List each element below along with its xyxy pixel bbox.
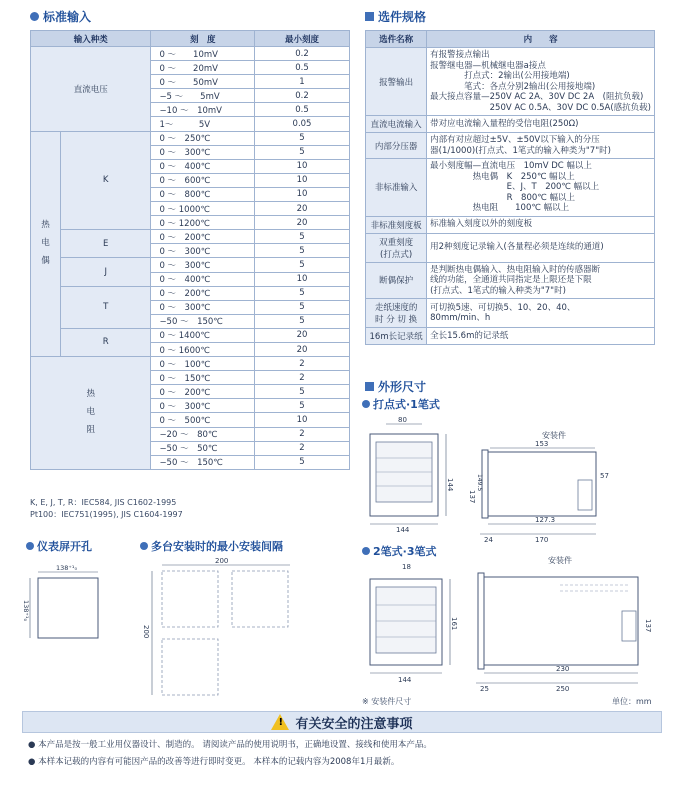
- table-row: [31, 230, 350, 244]
- tc-type-label: J: [61, 258, 151, 286]
- header-scale: 刻 度: [151, 31, 255, 47]
- table-cell: 0 ～ 300℃: [151, 145, 255, 159]
- table-cell: 20: [255, 328, 350, 342]
- table-row: [366, 216, 655, 233]
- dimension-drawing-1: [360, 410, 660, 545]
- bullet-icon: [30, 12, 39, 21]
- table-cell: 5: [255, 131, 350, 145]
- table-cell: 0 ～ 300℃: [151, 399, 255, 413]
- table-cell: 0 ～ 10mV: [151, 47, 255, 61]
- table-cell: 20: [255, 342, 350, 356]
- table-cell: 5: [255, 230, 350, 244]
- table-cell: 0 ～ 1400℃: [151, 328, 255, 342]
- dim1-side-r: 57: [600, 472, 609, 480]
- table-row: [366, 299, 655, 328]
- header-option-content: 内 容: [427, 31, 655, 48]
- table-cell: 20: [255, 202, 350, 216]
- table-cell: 0 ～ 150℃: [151, 371, 255, 385]
- header-input-type: 输入种类: [31, 31, 151, 47]
- tc-type-label: E: [61, 230, 151, 258]
- table-cell: 10: [255, 159, 350, 173]
- table-cell: 0.05: [255, 117, 350, 131]
- dim1-width: 144: [396, 526, 410, 534]
- option-name: 双重刻度 (打点式): [366, 233, 427, 262]
- table-cell: 0 ～ 400℃: [151, 159, 255, 173]
- table-cell: 0 ～ 300℃: [151, 244, 255, 258]
- dim2-top: 18: [402, 563, 411, 571]
- table-row: [31, 258, 350, 272]
- table-row: [366, 262, 655, 299]
- option-name: 16m长记录纸: [366, 328, 427, 345]
- option-content: 最小刻度幅—直流电压 10mV DC 幅以上 热电偶 K 250℃ 幅以上 E、J、T 200℃ 幅以上 R 800℃ 幅以上 热电阻 100℃ 幅以上: [427, 159, 655, 217]
- table-cell: 2: [255, 427, 350, 441]
- option-name: 非标准输入: [366, 159, 427, 217]
- dim2-b2: 25: [480, 685, 489, 693]
- spacing-title: 多台安装时的最小安装间隔: [140, 538, 283, 554]
- table-cell: −20 ～ 80℃: [151, 427, 255, 441]
- table-cell: 0 ～ 1000℃: [151, 202, 255, 216]
- option-name: 非标准刻度板: [366, 216, 427, 233]
- table-cell: 2: [255, 371, 350, 385]
- options-table: [365, 30, 655, 345]
- dimension-drawing-2: [360, 555, 660, 695]
- safety-line-1: ● 本产品是按一般工业用仪器设计、制造的。 请阅读产品的使用说明书，正确地设置、接线和使用本产品。: [28, 740, 432, 750]
- table-cell: 0 ～ 200℃: [151, 286, 255, 300]
- panel-cutout-drawing: [20, 560, 120, 650]
- table-row: [366, 48, 655, 116]
- table-cell: 5: [255, 314, 350, 328]
- table-cell: −50 ～ 150℃: [151, 455, 255, 469]
- header-option-name: 选件名称: [366, 31, 427, 48]
- table-cell: 0 ～ 200℃: [151, 230, 255, 244]
- table-cell: 5: [255, 145, 350, 159]
- standards-note-1: K, E, J, T, R：IEC584, JIS C1602-1995: [30, 498, 177, 507]
- option-name: 断偶保护: [366, 262, 427, 299]
- dimensions-section-title: 外形尺寸: [365, 378, 426, 395]
- dim1-top: 80: [398, 416, 407, 424]
- table-cell: 10: [255, 187, 350, 201]
- table-cell: 0 ～ 50mV: [151, 75, 255, 89]
- tc-type-label: T: [61, 286, 151, 328]
- table-cell: 10: [255, 272, 350, 286]
- mount-label-2: 安装件: [548, 556, 572, 565]
- dim1-side-top: 153: [535, 440, 549, 448]
- option-content: 内部有对应超过±5V、±50V以下输入的分压 器(1/1000)(打点式、1笔式的输入种类为"7"时): [427, 133, 655, 159]
- dim1-b2: 24: [484, 536, 493, 544]
- table-row: [366, 159, 655, 217]
- table-cell: 1: [255, 75, 350, 89]
- dim1-side-h: 137: [468, 490, 476, 504]
- table-cell: 0 ～ 100℃: [151, 357, 255, 371]
- spacing-w: 200: [215, 557, 229, 565]
- bullet-icon: [365, 12, 374, 21]
- option-name: 直流电流输入: [366, 116, 427, 133]
- table-cell: 5: [255, 399, 350, 413]
- table-cell: 5: [255, 286, 350, 300]
- option-content: 带对应电流输入量程的受信电阻(250Ω): [427, 116, 655, 133]
- table-row: [366, 116, 655, 133]
- table-row: [31, 357, 350, 371]
- table-cell: 5: [255, 244, 350, 258]
- thermocouple-label: 热 电 偶: [31, 131, 61, 357]
- rtd-label: 热 电 阻: [31, 357, 151, 470]
- table-cell: 0 ～ 1200℃: [151, 216, 255, 230]
- header-min-scale: 最小刻度: [255, 31, 350, 47]
- table-row: [366, 233, 655, 262]
- mount-note: ※ 安装件尺寸: [362, 697, 412, 706]
- table-cell: −50 ～ 150℃: [151, 314, 255, 328]
- table-cell: 0.2: [255, 89, 350, 103]
- option-content: 用2种刻度记录输入(各量程必须是连续的通道): [427, 233, 655, 262]
- dim2-b1: 230: [556, 665, 570, 673]
- dim1-b3: 170: [535, 536, 549, 544]
- unit-note: 单位：mm: [612, 697, 652, 706]
- panel-cutout-title: 仪表屏开孔: [26, 538, 92, 554]
- table-cell: 10: [255, 413, 350, 427]
- option-name: 报警输出: [366, 48, 427, 116]
- table-cell: 5: [255, 258, 350, 272]
- table-cell: 0 ～ 250℃: [151, 131, 255, 145]
- option-name: 内部分压器: [366, 133, 427, 159]
- option-content: 标准输入刻度以外的刻度板: [427, 216, 655, 233]
- table-row: [366, 133, 655, 159]
- bullet-icon: [362, 400, 370, 408]
- table-cell: 0 ～ 400℃: [151, 272, 255, 286]
- table-row: [31, 47, 350, 61]
- safety-line-2: ● 本样本记载的内容有可能因产品的改善等进行即时变更。 本样本的记载内容为2008年1月最新。: [28, 757, 400, 767]
- table-cell: 0.2: [255, 47, 350, 61]
- bullet-icon: [140, 542, 148, 550]
- dim2-b3: 250: [556, 685, 570, 693]
- table-cell: 0 ～ 300℃: [151, 258, 255, 272]
- spacing-drawing: [140, 555, 310, 705]
- tc-type-label: K: [61, 131, 151, 230]
- warning-icon: !: [271, 714, 289, 730]
- dim1-side-h2: 149.5: [476, 474, 483, 492]
- table-cell: −5 ～ 5mV: [151, 89, 255, 103]
- table-row: [366, 328, 655, 345]
- bullet-icon: [365, 382, 374, 391]
- table-cell: 2: [255, 441, 350, 455]
- table-cell: 0 ～ 1600℃: [151, 342, 255, 356]
- dim1-height: 144: [446, 478, 454, 492]
- table-cell: 0 ～ 500℃: [151, 413, 255, 427]
- dim2-height: 161: [450, 617, 458, 631]
- tc-type-label: R: [61, 328, 151, 356]
- dim2-side-h: 137: [644, 619, 652, 633]
- table-cell: 2: [255, 357, 350, 371]
- table-cell: 20: [255, 216, 350, 230]
- safety-banner: [22, 711, 662, 733]
- table-cell: 0.5: [255, 103, 350, 117]
- spacing-h: 200: [142, 625, 150, 639]
- table-cell: −10 ～ 10mV: [151, 103, 255, 117]
- safety-title: 有关安全的注意事项: [295, 716, 413, 732]
- input-section-title: 标准输入: [30, 8, 91, 25]
- dimension-subtitle-1: 打点式·1笔式: [362, 396, 440, 412]
- option-content: 可切换5速、可切换5、10、20、40、 80mm/min、h: [427, 299, 655, 328]
- table-row: [31, 328, 350, 342]
- panel-w: 138⁺¹₀: [56, 564, 78, 572]
- option-content: 是判断热电偶输入、热电阻输入时的传感器断 线的功能，全通道共同指定是上限还是下限 (打点式、1笔式的输入种类为"7"时): [427, 262, 655, 299]
- table-cell: 0 ～ 800℃: [151, 187, 255, 201]
- dim2-width: 144: [398, 676, 412, 684]
- table-cell: 1～ 5V: [151, 117, 255, 131]
- mount-label-1: 安装件: [542, 431, 566, 440]
- panel-h: 138⁺¹₀: [22, 600, 30, 622]
- table-cell: −50 ～ 50℃: [151, 441, 255, 455]
- option-content: 有报警接点输出 报警继电器—机械继电器a接点 打点式：2输出(公用接地端) 笔式：各点分别2输出(公用接地端) 最大接点容量—250V AC 2A、30V DC 2A (阻抗负载) 250V AC 0.5A、30V DC 0.5A(感抗负载): [427, 48, 655, 116]
- bullet-icon: [362, 547, 370, 555]
- table-cell: 0.5: [255, 61, 350, 75]
- table-cell: 0 ～ 200℃: [151, 385, 255, 399]
- table-row: [31, 131, 350, 145]
- table-cell: 0 ～ 600℃: [151, 173, 255, 187]
- table-cell: 0 ～ 20mV: [151, 61, 255, 75]
- table-cell: 5: [255, 455, 350, 469]
- options-table-wrapper: [365, 30, 655, 345]
- option-content: 全长15.6m的记录纸: [427, 328, 655, 345]
- standards-note-2: Pt100：IEC751(1995), JIS C1604-1997: [30, 510, 183, 519]
- options-section-title: 选件规格: [365, 8, 426, 25]
- input-range-table-wrapper: [30, 30, 350, 470]
- dim1-b1: 127.3: [535, 516, 556, 524]
- dc-voltage-label: 直流电压: [31, 47, 151, 132]
- table-cell: 5: [255, 300, 350, 314]
- table-cell: 5: [255, 385, 350, 399]
- table-cell: 10: [255, 173, 350, 187]
- input-range-table: [30, 30, 350, 470]
- table-row: [31, 286, 350, 300]
- table-cell: 0 ～ 300℃: [151, 300, 255, 314]
- dimension-subtitle-2: 2笔式·3笔式: [362, 543, 437, 559]
- bullet-icon: [26, 542, 34, 550]
- option-name: 走纸速度的 时 分 切 换: [366, 299, 427, 328]
